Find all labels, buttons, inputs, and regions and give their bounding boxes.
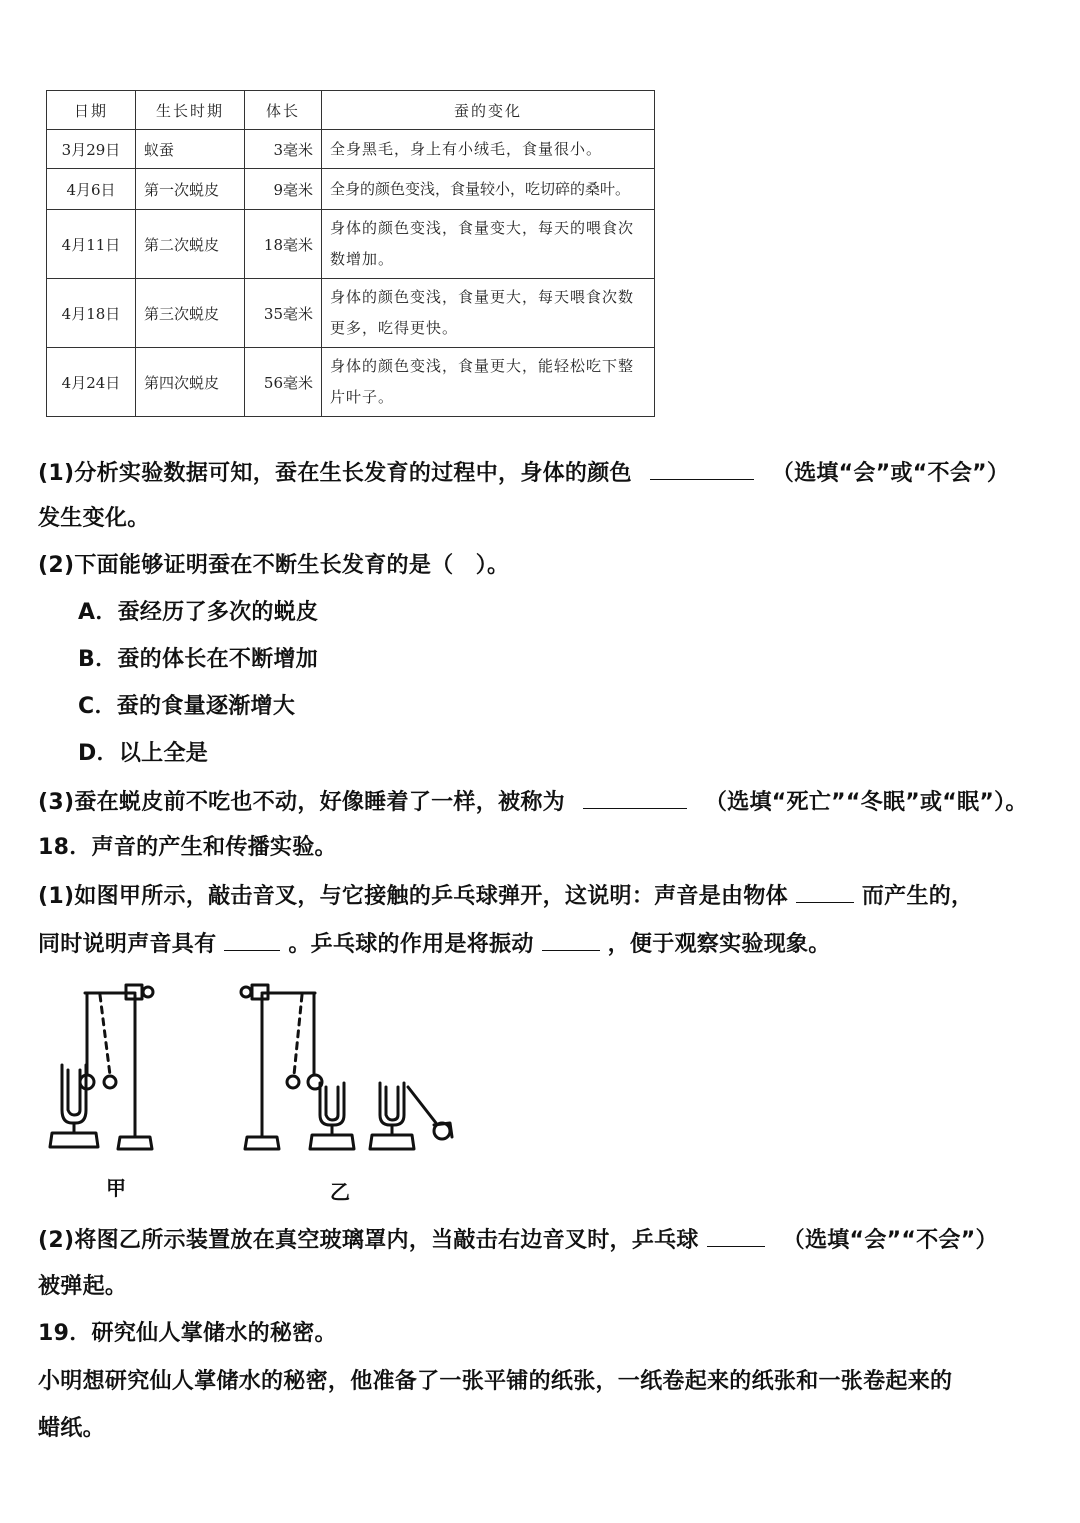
answer-blank[interactable] xyxy=(224,928,280,951)
answer-blank[interactable] xyxy=(583,786,687,809)
cell-date: 3月29日 xyxy=(47,130,136,169)
q17-part3 xyxy=(38,786,1028,818)
header-stage: 生长时期 xyxy=(136,91,245,130)
figure-jia-stand xyxy=(80,985,153,1149)
q18-part1-text: (1)如图甲所示，敲击音叉，与它接触的乒乓球弹开，这说明：声音是由物体 xyxy=(38,884,788,909)
q18-part1-text-e: ，便于观察实验现象。 xyxy=(607,932,831,957)
table-row xyxy=(47,169,655,210)
silkworm-growth-table xyxy=(46,90,655,417)
q18-part1-text-c: 同时说明声音具有 xyxy=(38,932,217,957)
q19-text-line1: 小明想研究仙人掌储水的秘密，他准备了一张平铺的纸张，一纸卷起来的纸张和一张卷起来的 xyxy=(38,1369,953,1394)
cell-length: 3毫米 xyxy=(245,130,322,169)
cell-date: 4月24日 xyxy=(47,348,136,417)
cell-date: 4月18日 xyxy=(47,279,136,348)
cell-change: 身体的颜色变浅，食量更大，每天喂食次数更多，吃得更快。 xyxy=(322,279,655,348)
answer-blank[interactable] xyxy=(796,880,854,903)
figure-label-yi: 乙 xyxy=(330,1180,350,1204)
cell-change: 全身黑毛，身上有小绒毛，食量很小。 xyxy=(322,130,655,169)
q17-part3-hint: （选填“死亡”“冬眠”或“眠”）。 xyxy=(704,790,1028,815)
figure-yi-stand xyxy=(241,985,322,1149)
q19-title: 19．研究仙人掌储水的秘密。 xyxy=(38,1321,337,1346)
answer-blank[interactable] xyxy=(542,928,600,951)
cell-change: 全身的颜色变浅，食量较小，吃切碎的桑叶。 xyxy=(322,169,655,210)
cell-change: 身体的颜色变浅，食量变大，每天的喂食次数增加。 xyxy=(322,210,655,279)
q17-part1-text: (1)分析实验数据可知，蚕在生长发育的过程中，身体的颜色 xyxy=(38,461,632,486)
table-row xyxy=(47,210,655,279)
cell-length: 9毫米 xyxy=(245,169,322,210)
option-b[interactable]: B．蚕的体长在不断增加 xyxy=(78,647,319,672)
table-row xyxy=(47,279,655,348)
table-row xyxy=(47,130,655,169)
cell-stage: 第三次蜕皮 xyxy=(136,279,245,348)
figure-yi-left-tuning-fork xyxy=(310,1083,354,1149)
q17-part1-line2: 发生变化。 xyxy=(38,506,150,531)
cell-stage: 第一次蜕皮 xyxy=(136,169,245,210)
header-date: 日期 xyxy=(47,91,136,130)
q17-part1-hint: （选填“会”或“不会”） xyxy=(771,461,1010,486)
cell-length: 18毫米 xyxy=(245,210,322,279)
mallet-icon xyxy=(408,1087,452,1139)
q17-part2: (2)下面能够证明蚕在不断生长发育的是（ ）。 xyxy=(38,553,510,578)
option-c[interactable]: C．蚕的食量逐渐增大 xyxy=(78,694,296,719)
cell-stage: 第二次蜕皮 xyxy=(136,210,245,279)
table-header-row xyxy=(47,91,655,130)
q18-part1-text-d: 。乒乓球的作用是将振动 xyxy=(288,932,534,957)
answer-blank[interactable] xyxy=(650,457,754,480)
q18-part2-hint: （选填“会”“不会”） xyxy=(782,1228,998,1253)
cell-length: 35毫米 xyxy=(245,279,322,348)
q17-part1-line1 xyxy=(38,457,1009,489)
cell-date: 4月11日 xyxy=(47,210,136,279)
cell-stage: 蚁蚕 xyxy=(136,130,245,169)
header-change: 蚕的变化 xyxy=(322,91,655,130)
option-a[interactable]: A．蚕经历了多次的蜕皮 xyxy=(78,600,319,625)
q18-part2-text: (2)将图乙所示装置放在真空玻璃罩内，当敲击右边音叉时，乒乓球 xyxy=(38,1228,699,1253)
q18-part2-line2: 被弹起。 xyxy=(38,1274,128,1299)
q19-text-line2: 蜡纸。 xyxy=(38,1416,105,1441)
cell-stage: 第四次蜕皮 xyxy=(136,348,245,417)
q18-part1-text-b: 而产生的， xyxy=(861,884,974,909)
q17-part3-text: (3)蚕在蜕皮前不吃也不动，好像睡着了一样，被称为 xyxy=(38,790,565,815)
figure-yi-right-tuning-fork xyxy=(370,1083,414,1149)
cell-date: 4月6日 xyxy=(47,169,136,210)
q18-title: 18．声音的产生和传播实验。 xyxy=(38,835,337,860)
cell-length: 56毫米 xyxy=(245,348,322,417)
answer-blank[interactable] xyxy=(707,1224,765,1247)
q18-part1-line2 xyxy=(38,928,831,960)
header-length: 体长 xyxy=(245,91,322,130)
cell-change: 身体的颜色变浅，食量更大，能轻松吃下整片叶子。 xyxy=(322,348,655,417)
q18-part2-line1 xyxy=(38,1224,998,1256)
option-d[interactable]: D．以上全是 xyxy=(78,741,209,766)
table-row xyxy=(47,348,655,417)
figure-label-jia: 甲 xyxy=(106,1176,126,1200)
tuning-fork-figure xyxy=(40,975,470,1165)
q18-part1-line1 xyxy=(38,880,973,912)
